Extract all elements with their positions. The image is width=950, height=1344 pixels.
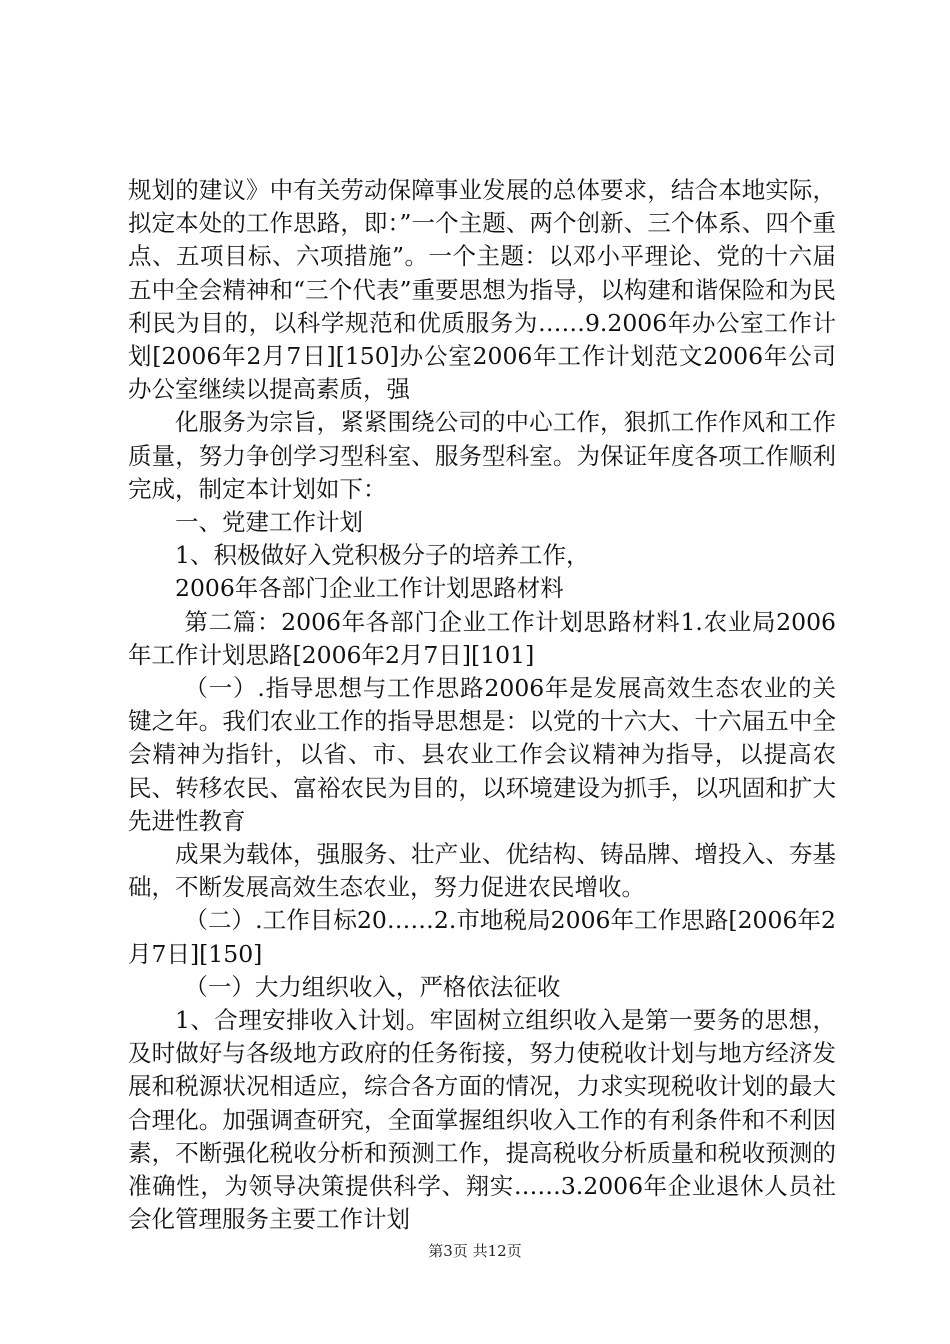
section-heading-revenue: （一）大力组织收入，严格依法征收 — [184, 972, 561, 1001]
document-body — [128, 174, 836, 1237]
paragraph-1: 规划的建议》中有关劳动保障事业发展的总体要求，结合本地实际，拟定本处的工作思路，即：”一个主题、两个创新、三个体系、四个重点、五项目标、六项措施”。一个主题：以邓小平理论、党的十六届五中全会精神和“三个代表”重要思想为指导，以构建和谐保险和为民利民为目的，以科学规范和优质服务为……9.2006年办公室工作计划[2006年2月7日][150]办公室2006年工作计划范文2006年公司办公室继续以提高素质，强 — [128, 176, 836, 404]
paragraph-second-article: 第二篇：2006年各部门企业工作计划思路材料1.农业局2006年工作计划思路[2006年2月7日][101] — [128, 607, 836, 669]
paragraph-revenue-plan: 1、合理安排收入计划。牢固树立组织收入是第一要务的思想，及时做好与各级地方政府的任务衔接，努力使税收计划与地方经济发展和税源状况相适应，综合各方面的情况，力求实现税收计划的最大合理化。加强调查研究，全面掌握组织收入工作的有利条件和不利因素，不断强化税收分析和预测工作，提高税收分析质量和税收预测的准确性，为领导决策提供科学、翔实……3.2006年企业退休人员社会化管理服务主要工作计划 — [128, 1006, 836, 1234]
document-subtitle: 2006年各部门企业工作计划思路材料 — [175, 574, 564, 603]
paragraph-results: 成果为载体，强服务、壮产业、优结构、铸品牌、增投入、夯基础，不断发展高效生态农业，努力促进农民增收。 — [128, 840, 836, 902]
page-number-footer: 第3页 共12页 — [428, 1242, 522, 1260]
section-heading-party-building: 一、党建工作计划 — [175, 508, 363, 537]
paragraph-item-1: 1、积极做好入党积极分子的培养工作， — [175, 541, 590, 570]
paragraph-2: 化服务为宗旨，紧紧围绕公司的中心工作，狠抓工作作风和工作质量，努力争创学习型科室、服务型科室。为保证年度各项工作顺利完成，制定本计划如下： — [128, 408, 836, 503]
paragraph-work-targets: （二）.工作目标20……2.市地税局2006年工作思路[2006年2月7日][150] — [128, 906, 836, 968]
paragraph-guiding-ideology: （一）.指导思想与工作思路2006年是发展高效生态农业的关键之年。我们农业工作的指导思想是：以党的十六大、十六届五中全会精神为指针，以省、市、县农业工作会议精神为指导，以提高农民、转移农民、富裕农民为目的，以环境建设为抓手，以巩固和扩大先进性教育 — [128, 674, 836, 835]
